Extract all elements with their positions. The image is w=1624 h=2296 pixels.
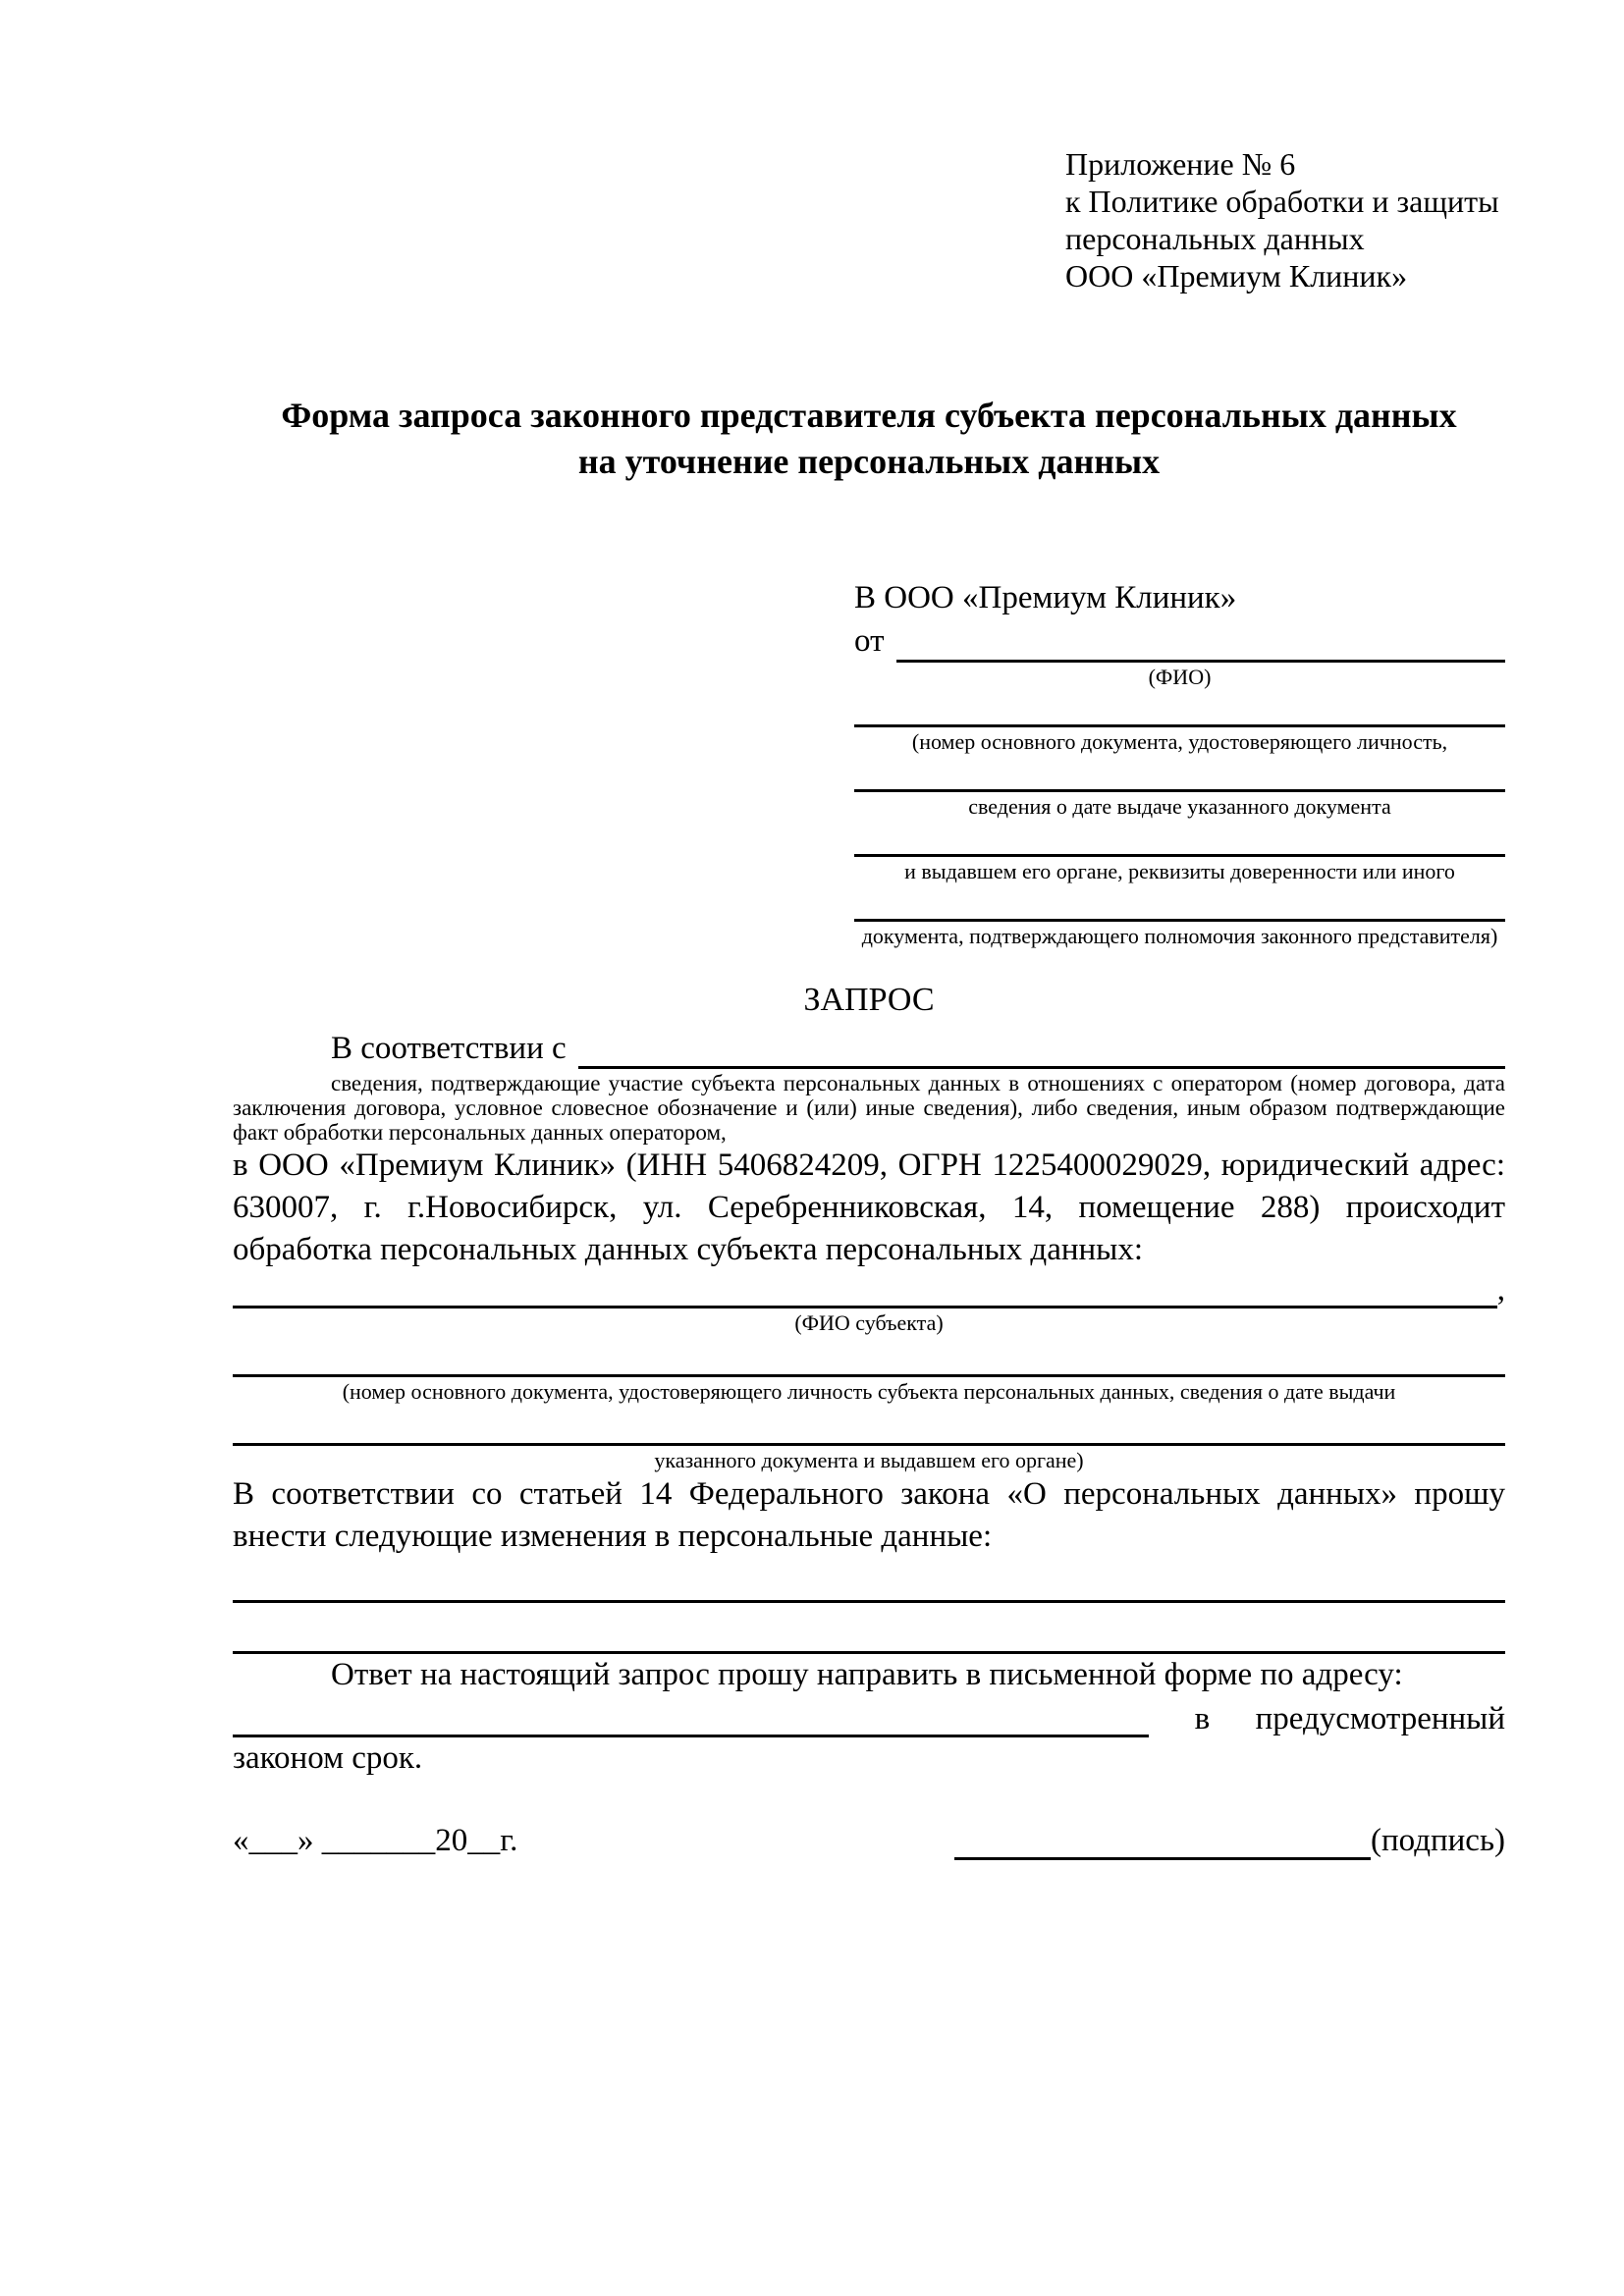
date-line[interactable]: «___» _______20__г. xyxy=(233,1823,518,1858)
subject-fio-row xyxy=(233,1271,1505,1308)
signature-input-line[interactable] xyxy=(954,1825,1371,1860)
signature-caption: (подпись) xyxy=(1371,1823,1505,1858)
changes-input-line-1[interactable] xyxy=(233,1558,1505,1603)
appendix-line-1: Приложение № 6 xyxy=(1065,146,1296,182)
representative-fio-input-line[interactable] xyxy=(896,621,1506,663)
fio-caption: (ФИО) xyxy=(1148,665,1212,689)
basis-input-line[interactable] xyxy=(578,1028,1505,1069)
subject-doc-caption-2: указанного документа и выдавшем его органе) xyxy=(654,1448,1084,1472)
rep-doc-caption-3: и выдавшем его органе, реквизиты доверенности или иного xyxy=(904,859,1455,883)
rep-doc-caption-1: (номер основного документа, удостоверяющего личность, xyxy=(911,729,1448,754)
basis-label: В соответствии с xyxy=(331,1031,567,1066)
rep-doc-input-line-4[interactable] xyxy=(854,884,1505,922)
answer-address-row xyxy=(233,1698,1505,1737)
appendix-block xyxy=(1065,145,1505,294)
from-label: от xyxy=(854,623,885,659)
appendix-line-2: к Политике обработки и защиты xyxy=(1065,184,1499,219)
answer-line-1: Ответ на настоящий запрос прошу направить в письменной форме по адресу: xyxy=(331,1657,1403,1692)
address-input-line[interactable] xyxy=(233,1702,1149,1737)
subject-doc-input-line-1[interactable] xyxy=(233,1336,1505,1377)
law-paragraph: В соответствии со статьей 14 Федерального закона «О персональных данных» прошу внести следующие изменения в персональные данные: xyxy=(233,1476,1505,1554)
rep-doc-input-line-1[interactable] xyxy=(854,690,1505,727)
rep-doc-input-line-3[interactable] xyxy=(854,820,1505,857)
title-line-1: Форма запроса законного представителя субъекта персональных данных xyxy=(281,396,1457,435)
appendix-line-4: ООО «Премиум Клиник» xyxy=(1065,258,1408,294)
addressee-to: В ООО «Премиум Клиник» xyxy=(854,580,1237,615)
answer-word-2: предусмотренный xyxy=(1255,1701,1505,1736)
footer-row xyxy=(233,1821,1505,1860)
subject-doc-caption-1: (номер основного документа, удостоверяющего личность субъекта персональных данных, сведения о дате выдачи xyxy=(342,1379,1396,1404)
rep-doc-input-line-2[interactable] xyxy=(854,755,1505,792)
changes-input-line-2[interactable] xyxy=(233,1603,1505,1654)
title-line-2: на уточнение персональных данных xyxy=(577,442,1161,481)
basis-row xyxy=(233,1028,1505,1069)
answer-word-1: в xyxy=(1194,1701,1211,1736)
subject-fio-input-line[interactable] xyxy=(233,1306,1497,1308)
form-title xyxy=(233,393,1505,485)
signature-block xyxy=(954,1821,1505,1860)
document-content xyxy=(233,0,1505,1860)
operator-paragraph: в ООО «Премиум Клиник» (ИНН 5406824209, ОГРН 1225400029029, юридический адрес: 630007, г. г.Новосибирск, ул. Серебренниковская, 14, помещение 288) происходит обработка персональных данных субъекта персональных данных: xyxy=(233,1148,1505,1267)
addressee-from-row xyxy=(854,621,1505,663)
trailing-comma: , xyxy=(1496,1272,1505,1308)
rep-doc-caption-4: документа, подтверждающего полномочия законного представителя) xyxy=(861,924,1498,948)
request-heading: ЗАПРОС xyxy=(803,982,935,1018)
appendix-line-3: персональных данных xyxy=(1065,221,1365,256)
subject-doc-input-line-2[interactable] xyxy=(233,1405,1505,1446)
rep-doc-caption-2: сведения о дате выдаче указанного документа xyxy=(968,794,1391,819)
addressee-block xyxy=(854,578,1505,949)
subject-fio-caption: (ФИО субъекта) xyxy=(794,1310,944,1335)
footnote-text: сведения, подтверждающие участие субъекта персональных данных в отношениях с оператором (номер договора, дата заключения договора, условное словесное обозначение и (или) иные сведения), либо сведения, иным образом подтверждающие факт обработки персональных данных оператором, xyxy=(233,1071,1505,1145)
answer-line-3: законом срок. xyxy=(233,1740,423,1776)
